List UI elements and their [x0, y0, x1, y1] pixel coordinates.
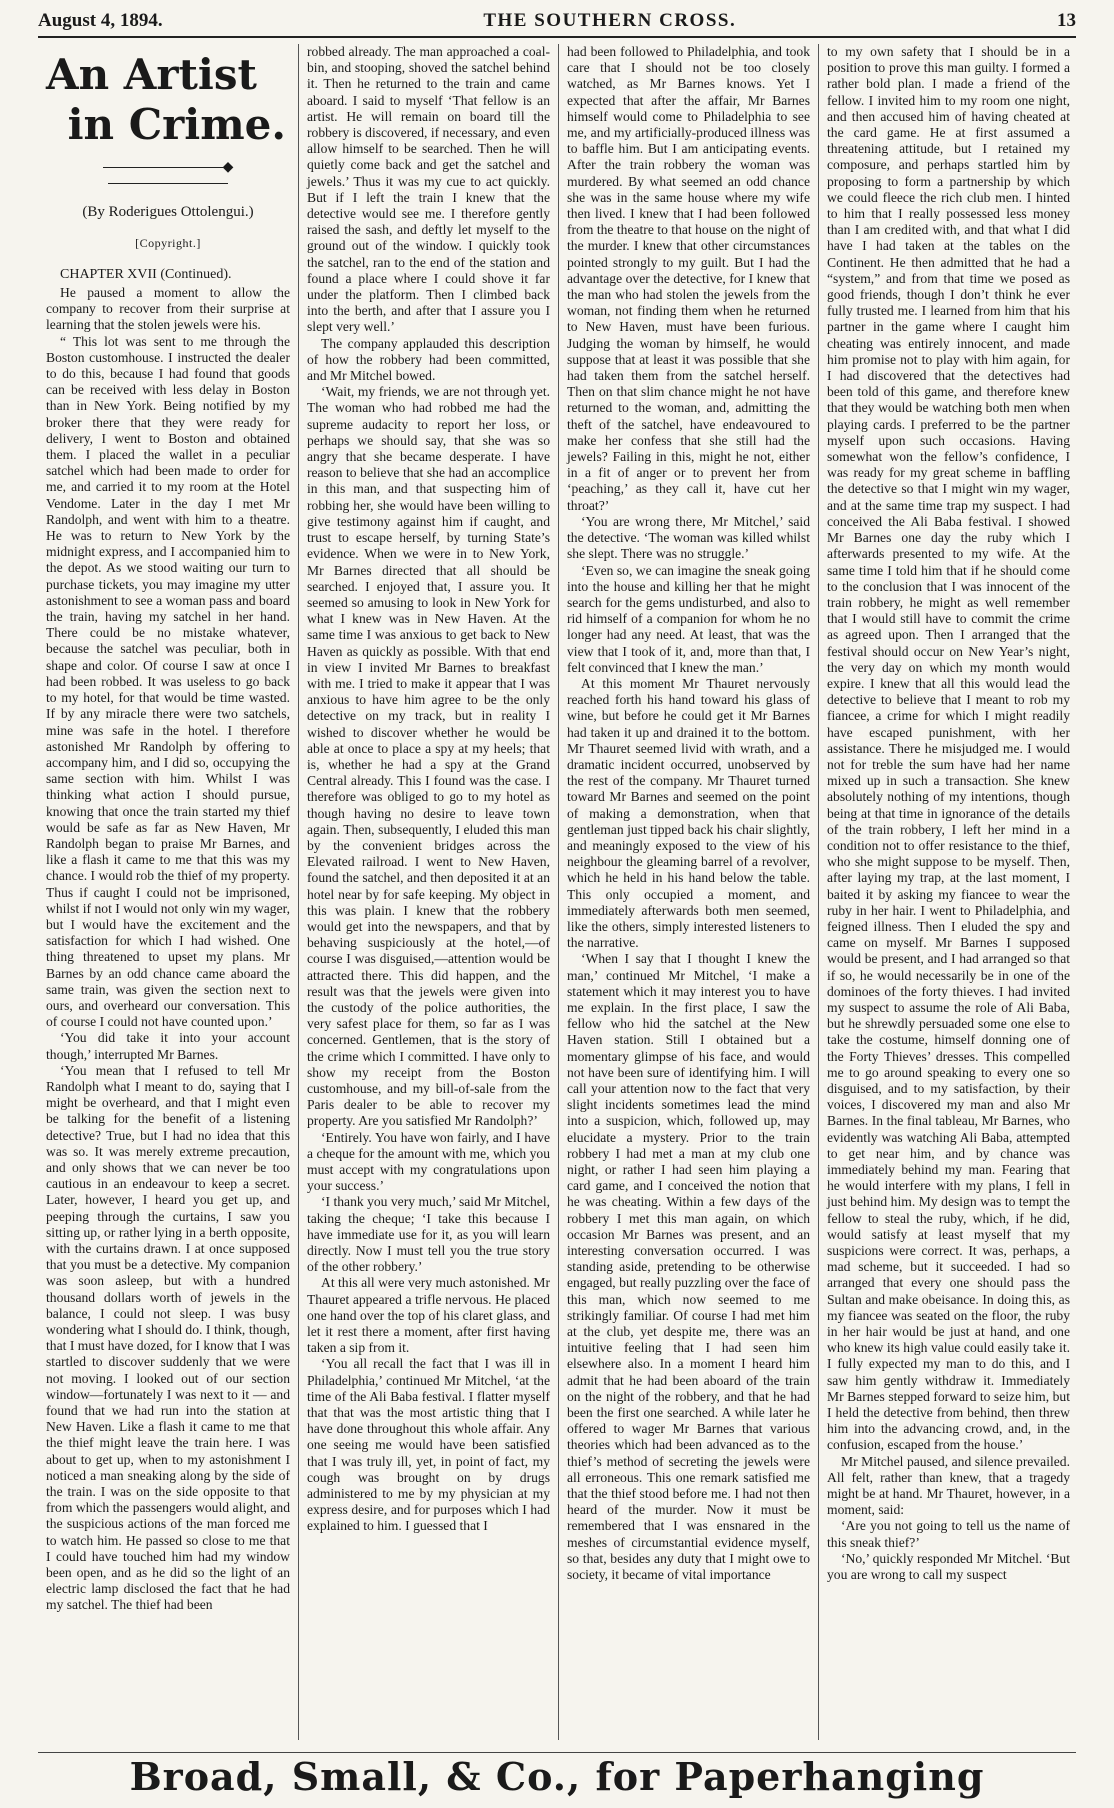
column-4-body [827, 44, 1070, 1583]
paragraph: Mr Mitchel paused, and silence prevailed. All felt, rather than knew, that a tragedy might be at hand. Mr Thauret, however, in a moment, said: [827, 1453, 1070, 1518]
paragraph: At this moment Mr Thauret nervously reached forth his hand toward his glass of wine, but before he could get it Mr Barnes had taken it up and drained it to the bottom. Mr Thauret seemed livid with wrath, and a dramatic incident occurred, unobserved by the rest of the company. Mr Thauret turned toward Mr Barnes and seemed on the point of making a demonstration, when that gentleman just tipped back his chair slightly, and meaningly exposed to the view of his neighbour the gleaming barrel of a revolver, which he held in his hand below the table. This only occupied a moment, and immediately afterwards both men seemed, like the others, simply interested listeners to the narrative. [567, 675, 810, 951]
column-3-body [567, 44, 810, 1583]
page-number: 13 [1056, 10, 1076, 31]
title-ornament: ◆ [46, 160, 290, 192]
masthead [38, 6, 1076, 38]
paragraph: ‘No,’ quickly responded Mr Mitchel. ‘But you are wrong to call my suspect [827, 1550, 1070, 1583]
newspaper-name: THE SOUTHERN CROSS. [483, 10, 737, 31]
title-line-2: in Crime. [67, 100, 286, 149]
column-2-body [307, 44, 550, 1535]
chapter-heading: CHAPTER XVII (Continued). [60, 266, 232, 282]
advertisement-banner: Broad, Small, & Co., for Paperhanging [38, 1752, 1076, 1801]
paragraph: had been followed to Philadelphia, and took care that I should not be too closely watched, as Mr Barnes knows. Yet I expected that after the affair, Mr Barnes himself would come to Philadelphia to see me, and my artificially-produced illness was to baffle him. But I am anticipating events. After the train robbery the woman was murdered. By what seemed an odd chance she was in the same house where my wife then lived. I knew that I had been followed from the theatre to that house on the night of the murder. I knew that other circumstances pointed strongly to my guilt. But I had the advantage over the detective, for I knew that the man who had stolen the jewels from the woman, not finding them when he returned to New Haven, must have been furious. Judging the woman by himself, he would suppose that at least it was possible that she had taken them from the satchel herself. Then on that slim chance might he not have returned to the woman, and, admitting the theft of the satchel, have endeavoured to make her confess that she still had the jewels? Failing in this, might he not, either in a fit of anger or to prevent her from ‘peaching,’ as they call it, have cut her throat?’ [567, 44, 810, 513]
paragraph: ‘You mean that I refused to tell Mr Randolph what I meant to do, saying that I might be overheard, and that I might even be talking for the benefit of a listening detective? True, but I had no idea that this was so. It was merely extreme precaution, and only shows that we can never be too cautious in an endeavour to keep a secret. Later, however, I heard you get up, and peeping through the curtains, I saw you sitting up, or rather lying in a berth opposite, with the curtains drawn. I at once supposed that you must be a detective. My companion was soon asleep, but with a hundred thousand dollars worth of jewels in the balance, I could not sleep. I was busy wondering what I should do. I think, though, that I must have dozed, for I know that I was startled to discover suddenly that we were not moving. I looked out of our section window—fortunately I was next to it — and found that we had run into the station at New Haven. Like a flash it came to me that the thief might leave the train here. I was about to get up, when to my astonishment I noticed a man sneaking along by the side of the train. I was on the side opposite to that from which the passengers would alight, and the suspicious actions of the man forced me to watch him. He passed so close to me that I could have touched him had my window been open, and as he did so the light of an electric lamp disclosed the fact that he had my satchel. The thief had been [46, 1062, 290, 1613]
column-2 [298, 44, 558, 1740]
paragraph: “ This lot was sent to me through the Boston customhouse. I instructed the dealer to do this, because I had found that goods can be received with less delay in Boston than in New York. Being notified by my broker there that they were ready for delivery, I went to Boston and obtained them. I placed the wallet in a peculiar satchel which had been made to order for me, and carried it to my room at the Hotel Vendome. Later in the day I met Mr Randolph, and went with him to a theatre. He was to return to New York by the midnight express, and I accompanied him to the depot. As we stood waiting our turn to purchase tickets, you may imagine my utter astonishment to see a woman pass and board the train, having my satchel in her hand. There could be no mistake whatever, because the satchel was peculiar, both in shape and color. Of course I saw at once I had been robbed. It was useless to go back to my hotel, for that would be time wasted. If by any miracle there were two satchels, mine was safe in the hotel. I therefore astonished Mr Randolph by offering to accompany him, and I did so, occupying the same section with him. Whilst I was thinking what action I should pursue, knowing that once the train started my thief would be safe as far as New Haven, Mr Randolph began to praise Mr Barnes, and like a flash it came to me that this was my chance. I would rob the thief of my property. Thus if caught I could not be imprisoned, whilst if not I would not only win my wager, but I would have the excitement and the satisfaction for which I had wished. One thing threatened to upset my plans. Mr Barnes by an odd chance came aboard the same train, was given the section next to ours, and overheard our conversation. This of course I could not have counted upon.’ [46, 333, 290, 1030]
paragraph: ‘You all recall the fact that I was ill in Philadelphia,’ continued Mr Mitchel, ‘at the time of the Ali Baba festival. I flatter myself that that was the most artistic thing that I have done throughout this whole affair. Any one seeing me would have been satisfied that I was truly ill, yet, in point of fact, my cough was brought on by drugs administered to me by my physician at my express desire, and for purposes which I had explained to him. I guessed that I [307, 1356, 550, 1534]
copyright-notice: [Copyright.] [135, 235, 201, 250]
paragraph: ‘I thank you very much,’ said Mr Mitchel, taking the cheque; ‘I take this because I have immediate use for it, as you will learn directly. Now I must tell you the true story of the other robbery.’ [307, 1194, 550, 1275]
paragraph: ‘Are you not going to tell us the name of this sneak thief?’ [827, 1518, 1070, 1550]
paragraph: ‘Wait, my friends, we are not through yet. The woman who had robbed me had the supreme audacity to report her loss, or perhaps we should say, that she was so angry that she became desperate. I have reason to believe that she had an accomplice in this man, and that suspecting him of robbing her, she would have been willing to give testimony against him if caught, and trust to escape herself, by turning State’s evidence. When we were in to New York, Mr Barnes directed that all should be searched. I enjoyed that, I assure you. It seemed so amusing to look in New York for what I knew was in New Haven. At the same time I was anxious to get back to New Haven as quickly as possible. With that end in view I invited Mr Barnes to breakfast with me. I tried to make it appear that I was anxious to have him agree to be the only detective on my track, but in reality I wished to discover whether he would be able at once to place a spy at my heels; that is, whether he had a spy at the Grand Central already. This I found was the case. I therefore was obliged to go to my hotel as though having no desire to leave town again. Then, subsequently, I eluded this man by the convenient bridges across the Elevated railroad. I went to New Haven, found the satchel, and then deposited it at an hotel near by for safe keeping. My object in this was plain. I knew that the robbery would get into the newspapers, and that by behaving suspiciously at the hotel,—of course I was disguised,—attention would be attracted there. This did happen, and the result was that the jewels were given into the custody of the police authorities, the very safest place for them, so far as I was concerned. Gentlemen, that is the story of the crime which I committed. I have only to show my receipt from the Boston customhouse, and my bill-of-sale from the Paris dealer to be able to recover my property. Are you satisfied Mr Randolph?’ [307, 384, 550, 1129]
paragraph: ‘You are wrong there, Mr Mitchel,’ said the detective. ‘The woman was killed whilst she slept. There was no struggle.’ [567, 513, 810, 562]
column-1-body [46, 285, 290, 1614]
paragraph: At this all were very much astonished. Mr Thauret appeared a trifle nervous. He placed one hand over the top of his claret glass, and let it rest there a moment, after first having taken a sip from it. [307, 1275, 550, 1356]
paragraph: ‘Even so, we can imagine the sneak going into the house and killing her that he might search for the gems undisturbed, and also to rid himself of a companion for whom he no longer had any need. At least, that was the view that I took of it, and, more than that, I felt convinced that I knew the man.’ [567, 562, 810, 675]
paragraph: He paused a moment to allow the company to recover from their surprise at learning that the stolen jewels were his. [46, 285, 290, 333]
paragraph: robbed already. The man approached a coal-bin, and stooping, shoved the satchel behind it. Then he returned to the train and came aboard. I said to myself ‘That fellow is an artist. He will remain on board till the robbery is discovered, if necessary, and even allow himself to be searched. Then he will quietly come back and get the satchel and jewels.’ Thus it was my cue to act quickly. But if I left the train I knew that the detective would see me. I therefore gently raised the sash, and deftly let myself to the ground out of the window. I quickly took the satchel, ran to the end of the station and found a place where I could shove it far under the platform. Then I climbed back into the berth, and after that I assure you I slept very well.’ [307, 44, 550, 335]
paragraph: to my own safety that I should be in a position to prove this man guilty. I formed a rather bold plan. I made a friend of the fellow. I invited him to my room one night, and then accused him of having cheated at the card game. He at first assumed a threatening attitude, but I retained my composure, and perhaps startled him by proposing to form a partnership by which we could fleece the rich club men. I hinted to him that I really possessed less money than I am credited with, and that what I did have I had taken at the tables on the Continent. He then admitted that he had a “system,” and from that time we posed as good friends, though I don’t think he ever fully trusted me. I learned from him that his partner in the game where I caught him cheating was entirely innocent, and made him promise not to play with him again, for I had discovered that the detectives had been told of this game, and therefore knew that they would be watching both men when playing cards. I preferred to be the partner myself upon such occasions. Having somewhat won the fellow’s confidence, I was ready for my great scheme in baffling the detective so that I might win my wager, and at the same time trap my suspect. I had conceived the Ali Baba festival. I showed Mr Barnes one day the ruby which I afterwards presented to my wife. At the same time I told him that if he should come to the conclusion that I was innocent of the train robbery, he might as well remember that I would still have to commit the crime as agreed upon. Then I arranged that the festival should occur on New Year’s night, the very day on which my month would expire. I knew that all this would lead the detective to believe that I meant to rob my fiancee, a crime for which I might readily have escaped punishment, with her assistance. There he misjudged me. I would not for treble the sum have had her name mixed up in such a transaction. She knew absolutely nothing of my intentions, though being at that time in ignorance of the details of the train robbery, I left her mind in a condition not to offer resistance to the thief, who she might suppose to be myself. Then, after laying my trap, at the last moment, I baited it by asking my fiancee to wear the ruby in her hair. I went to Philadelphia, and feigned illness. Then I eluded the spy and came on myself. Mr Barnes I supposed would be present, and I had arranged so that if so, he would necessarily be in one of the dominoes of the forty thieves. I had invited my suspect to assume the role of Ali Baba, but he shrewdly persuaded some one else to take the costume, himself donning one of the Forty Thieves’ dresses. This compelled me to go around speaking to every one so disguised, and to my satisfaction, by their voices, I discovered my man and also Mr Barnes. In the final tableau, Mr Barnes, who evidently was watching Ali Baba, attempted to get near him, and by chance was immediately behind my man. Fearing that he would interfere with my plans, I fell in just behind him. My design was to tempt the fellow to steal the ruby, which, if he did, would satisfy at least myself that my suspicions were correct. It was, perhaps, a mad scheme, but it succeeded. I had so arranged that every one should pass the Sultan and make obeisance. In doing this, as my fiancee was seated on the floor, the ruby in her hair would be just at hand, and one who knew its high value could easily take it. I fully expected my man to do this, and I saw him gently withdraw it. Immediately Mr Barnes stepped forward to seize him, but I held the detective from behind, then threw him into the advancing crowd, and, in the confusion, escaped from the house.’ [827, 44, 1070, 1453]
paragraph: ‘When I say that I thought I knew the man,’ continued Mr Mitchel, ‘I make a statement which it may interest you to have me explain. In the first place, I saw the fellow who hid the satchel at the New Haven station. Still I obtained but a momentary glimpse of his face, and would not have been sure of identifying him. I will call your attention now to the fact that very slight incidents sometimes lead the mind into a suspicion, which, followed up, may elucidate a mystery. Prior to the train robbery I had met a man at my club one night, or rather I had seen him playing a card game, and I conceived the notion that he was cheating. Within a few days of the robbery I met this man again, on which occasion Mr Barnes was present, and an interesting conversation occurred. I was standing aside, pretending to be otherwise engaged, but really puzzling over the face of this man, which now seemed to me strikingly familiar. Of course I had met him at the club, yet despite me, there was an intuitive feeling that I had seen him elsewhere also. In a moment I heard him admit that he had been aboard of the train on the night of the robbery, and that he had been the first one searched. A while later he offered to wager Mr Barnes that various theories which had been advanced as to the thief’s method of secreting the jewels were all erroneous. This one remark satisfied me that the thief stood before me. I had not then heard of the murder. Now it must be remembered that I was ensnared in the meshes of circumstantial evidence myself, so that, besides any duty that I might owe to society, it became of vital importance [567, 951, 810, 1583]
byline: (By Roderigues Ottolengui.) [82, 204, 254, 221]
paragraph: ‘Entirely. You have won fairly, and I have a cheque for the amount with me, which you must accept with my congratulations upon your success.’ [307, 1129, 550, 1194]
article-columns [38, 44, 1078, 1740]
title-line-1: An Artist [46, 50, 257, 99]
issue-date: August 4, 1894. [38, 10, 163, 31]
paragraph: ‘You did take it into your account though,’ interrupted Mr Barnes. [46, 1030, 290, 1062]
column-3 [558, 44, 818, 1740]
column-1 [38, 44, 298, 1740]
article-title [46, 50, 290, 150]
paragraph: The company applauded this description of how the robbery had been committed, and Mr Mitchel bowed. [307, 335, 550, 384]
column-4 [818, 44, 1078, 1740]
